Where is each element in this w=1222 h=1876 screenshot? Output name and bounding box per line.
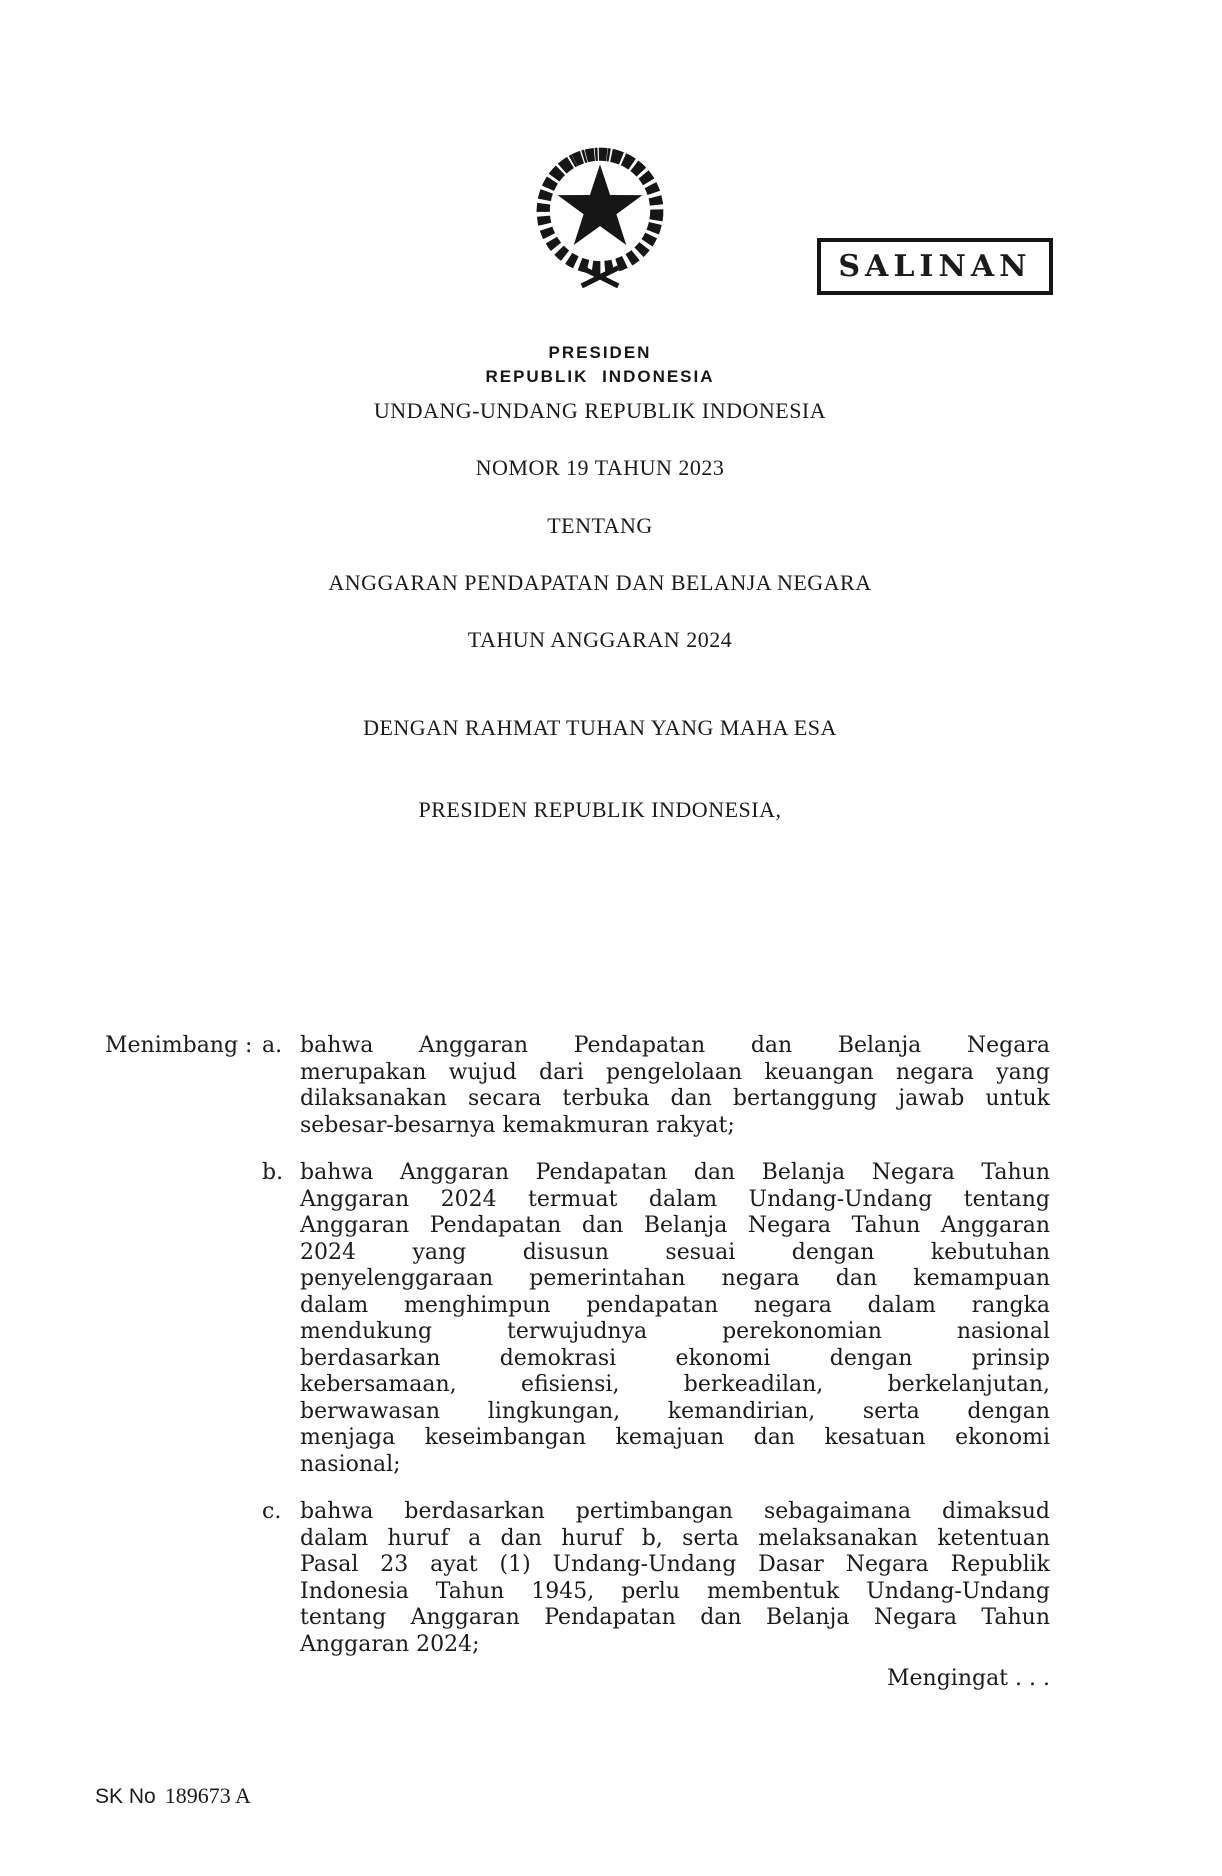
sk-number — [95, 1783, 251, 1809]
consideration-items — [262, 1033, 1050, 1658]
doc-title-line-3: TENTANG — [547, 513, 653, 538]
paragraph-line: 2024 yang disusun sesuai dengan kebutuhan — [300, 1239, 1050, 1265]
letterhead-republik-indonesia: REPUBLIK INDONESIA — [485, 367, 715, 386]
paragraph-line: Pasal 23 ayat (1) Undang-Undang Dasar Negara Republik — [300, 1552, 1050, 1577]
national-emblem-icon — [517, 138, 683, 290]
paragraph-line: bahwa Anggaran Pendapatan dan Belanja Negara — [300, 1033, 1050, 1058]
consideration-item — [262, 1033, 1050, 1139]
paragraph-line: Indonesia Tahun 1945, perlu membentuk Undang-Undang — [300, 1578, 1050, 1604]
paragraph-line: Anggaran 2024 termuat dalam Undang-Undang tentang — [300, 1186, 1050, 1212]
paragraph-line: berdasarkan demokrasi ekonomi dengan prinsip — [300, 1345, 1050, 1371]
letterhead-presiden: PRESIDEN — [548, 343, 652, 362]
authority-line: PRESIDEN REPUBLIK INDONESIA, — [418, 797, 782, 822]
item-marker: a. — [262, 1033, 283, 1058]
paragraph-line: berwawasan lingkungan, kemandirian, serta dengan — [300, 1398, 1050, 1424]
paragraph-line: menjaga keseimbangan kemajuan dan kesatuan ekonomi — [300, 1425, 1050, 1450]
consideration-item — [262, 1499, 1050, 1658]
star-icon — [558, 164, 643, 245]
paragraph-line: Anggaran Pendapatan dan Belanja Negara Tahun Anggaran — [300, 1213, 1050, 1238]
consideration-item — [262, 1160, 1050, 1478]
salinan-stamp: SALINAN — [817, 238, 1053, 295]
sk-number-value: 189673 A — [164, 1783, 251, 1808]
paragraph-line: tentang Anggaran Pendapatan dan Belanja Negara Tahun — [300, 1605, 1050, 1630]
paragraph-line: bahwa Anggaran Pendapatan dan Belanja Negara Tahun — [300, 1160, 1050, 1185]
item-paragraph — [300, 1499, 1050, 1658]
menimbang-label: Menimbang — [105, 1033, 239, 1058]
item-paragraph — [300, 1160, 1050, 1478]
paragraph-line: kebersamaan, efisiensi, berkeadilan, berkelanjutan, — [300, 1372, 1050, 1397]
catchword-mengingat: Mengingat . . . — [886, 1666, 1050, 1691]
item-marker: b. — [262, 1160, 284, 1185]
paragraph-line: mendukung terwujudnya perekonomian nasional — [300, 1319, 1050, 1344]
letterhead — [150, 343, 1050, 387]
paragraph-line: dalam huruf a dan huruf b, serta melaksanakan ketentuan — [300, 1525, 1050, 1551]
item-marker: c. — [262, 1499, 282, 1524]
doc-title-line-5: TAHUN ANGGARAN 2024 — [467, 627, 733, 652]
invocation-line: DENGAN RAHMAT TUHAN YANG MAHA ESA — [363, 715, 837, 740]
paragraph-line: Anggaran 2024; — [300, 1631, 480, 1657]
paragraph-line: bahwa berdasarkan pertimbangan sebagaimana dimaksud — [300, 1499, 1050, 1524]
paragraph-line: dalam menghimpun pendapatan negara dalam rangka — [300, 1292, 1050, 1318]
paragraph-line: dilaksanakan secara terbuka dan bertanggung jawab untuk — [300, 1086, 1050, 1111]
sk-prefix: SK No — [95, 1785, 156, 1808]
doc-title-line-4: ANGGARAN PENDAPATAN DAN BELANJA NEGARA — [328, 570, 872, 595]
menimbang-colon: : — [245, 1033, 253, 1058]
paragraph-line: nasional; — [300, 1451, 401, 1477]
paragraph-line: merupakan wujud dari pengelolaan keuangan negara yang — [300, 1059, 1050, 1085]
considerations-section — [105, 1033, 1050, 1658]
doc-title-line-1: UNDANG-UNDANG REPUBLIK INDONESIA — [373, 398, 827, 423]
doc-title-line-2: NOMOR 19 TAHUN 2023 — [475, 455, 725, 480]
paragraph-line: penyelenggaraan pemerintahan negara dan kemampuan — [300, 1266, 1050, 1291]
paragraph-line: sebesar-besarnya kemakmuran rakyat; — [300, 1112, 735, 1138]
item-paragraph — [300, 1033, 1050, 1139]
